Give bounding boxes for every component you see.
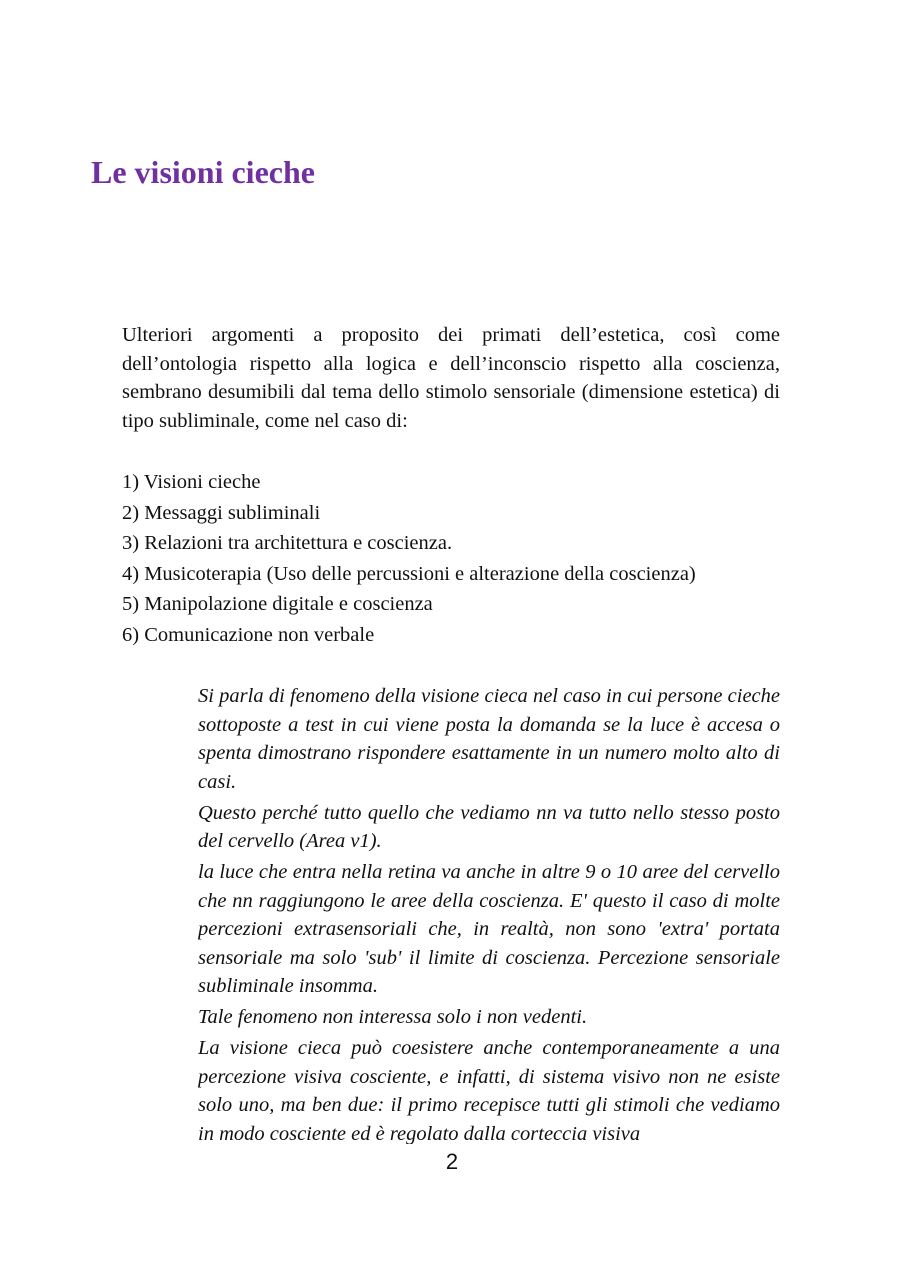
list-item: 3) Relazioni tra architettura e coscienza. (122, 532, 453, 555)
page-title: Le visioni cieche (91, 154, 315, 190)
list-item: 4) Musicoterapia (Uso delle percussioni e alterazione della coscienza) (122, 562, 696, 585)
quote-paragraph: la luce che entra nella retina va anche in altre 9 o 10 aree del cervello che nn raggiungono le aree della coscienza. E' questo il caso di molte percezioni extrasensoriali che, in realtà, non sono 'extra' portata sensoriale ma solo 'sub' il limite di coscienza. Percezione sensoriale subliminale insomma. (198, 861, 780, 997)
quote-paragraph: Questo perché tutto quello che vediamo nn va tutto nello stesso posto del cervello (Area v1). (198, 801, 780, 852)
italic-quote-block (198, 682, 780, 1144)
list-item: 6) Comunicazione non verbale (122, 623, 375, 646)
topics-list (122, 467, 802, 651)
intro-paragraph: Ulteriori argomenti a proposito dei primati dell’estetica, così come dell’ontologia rispetto alla logica e dell’inconscio rispetto alla coscienza, sembrano desumibili dal tema dello stimolo sensoriale (dimensione estetica) di tipo subliminale, come nel caso di: (122, 324, 780, 432)
list-item: 1) Visioni cieche (122, 471, 261, 493)
list-item: 5) Manipolazione digitale e coscienza (122, 593, 433, 616)
quote-paragraph: La visione cieca può coesistere anche contemporaneamente a una percezione visiva cosciente, e infatti, di sistema visivo non ne esiste solo uno, ma ben due: il primo recepisce tutti gli stimoli che vediamo in modo cosciente ed è regolato dalla corteccia visiva (198, 1037, 780, 1144)
quote-paragraph: Tale fenomeno non interessa solo i non vedenti. (198, 1006, 588, 1028)
page-number: 2 (445, 1149, 459, 1174)
quote-paragraph: Si parla di fenomeno della visione cieca nel caso in cui persone cieche sottoposte a test in cui viene posta la domanda se la luce è accesa o spenta dimostrano rispondere esattamente in un numero molto alto di casi. (198, 685, 780, 793)
list-item: 2) Messaggi subliminali (122, 501, 321, 524)
